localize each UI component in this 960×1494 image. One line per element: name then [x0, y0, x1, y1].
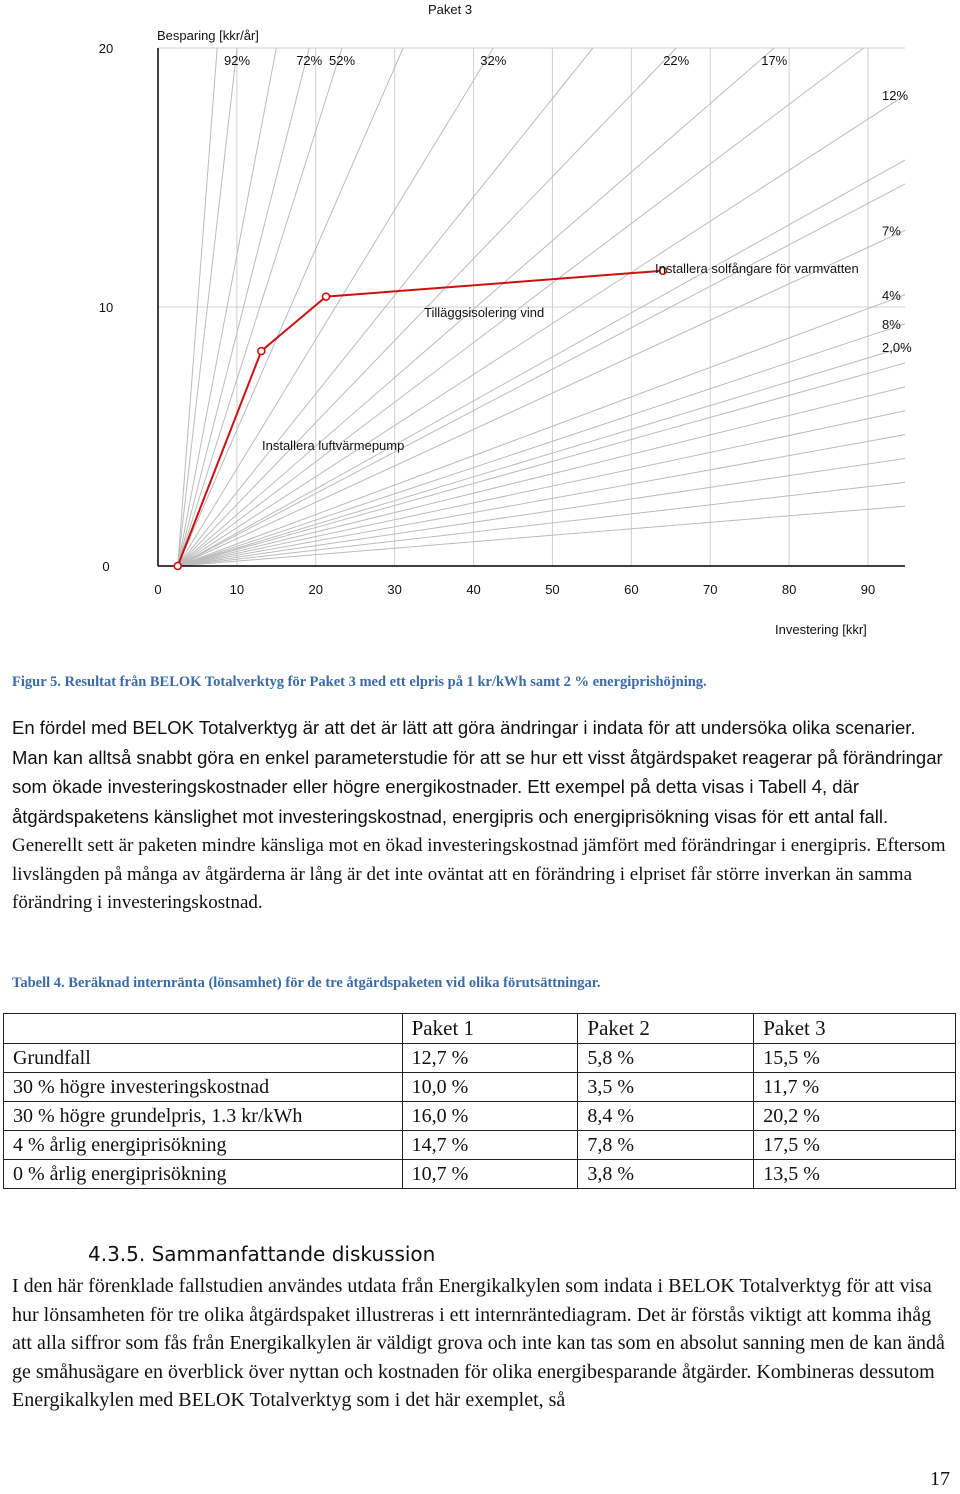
table-header-row: [4, 1014, 956, 1044]
y-tick-label: 0: [102, 559, 110, 574]
table-row: [4, 1102, 956, 1131]
paragraph-scenarios-part2: Man kan alltså snabbt göra en enkel parameterstudie för att se hur ett visst åtgärdspaket reagerar på förändringar som ökade investeringskostnader eller högre energikostnader.: [12, 746, 943, 797]
x-tick-label: 60: [624, 582, 639, 597]
x-tick-label: 80: [781, 582, 797, 597]
point-label-luftvarmepump: Installera luftvärmepump: [262, 438, 405, 453]
paragraph-scenarios-part1: En fördel med BELOK Totalverktyg är att det är lätt att göra ändringar i indata för att undersöka olika scenarier.: [12, 717, 916, 738]
table-cell: 15,5 %: [754, 1044, 956, 1073]
rate-label: 52%: [329, 53, 356, 68]
table-row: [4, 1160, 956, 1189]
rate-line: [178, 435, 905, 566]
rate-label: 92%: [224, 53, 251, 68]
rate-labels: [224, 53, 912, 355]
table-cell: 7,8 %: [578, 1131, 754, 1160]
table-header-cell: Paket 2: [578, 1014, 754, 1044]
table-caption: Tabell 4. Beräknad internränta (lönsamhet) för de tre åtgärdspaketen vid olika förutsättningar.: [12, 975, 601, 991]
x-tick-label: 20: [308, 582, 324, 597]
x-tick-label: 50: [545, 582, 560, 597]
table-cell: 4 % årlig energiprisökning: [4, 1131, 403, 1160]
chart-title: Paket 3: [428, 2, 473, 17]
x-tick-label: 30: [387, 582, 402, 597]
rate-line: [178, 411, 905, 566]
y-tick-label: 20: [98, 41, 114, 56]
table-cell: 12,7 %: [402, 1044, 578, 1073]
x-tick-label: 90: [860, 582, 876, 597]
rate-line: [178, 184, 905, 566]
table-cell: 5,8 %: [578, 1044, 754, 1073]
paragraph-scenarios-part4: Generellt sett är paketen mindre känsliga mot en ökad investeringskostnad jämfört med förändringar i energipris.: [12, 835, 872, 856]
rate-line: [178, 363, 905, 566]
rate-label: 17%: [761, 53, 788, 68]
paragraph-discussion: I den här förenklade fallstudien användes utdata från Energikalkylen som indata i BELOK Totalverktyg för att visa hur lönsamheten för tre olika åtgärdspaket illustreras i ett internräntediagram. Det är förstås viktigt att komma ihåg att alla siffror som fås från Energikalkylen är väldigt grova och inte kan tas som en absolut sanning men de kan ändå ge småhusägare en överblick över nyttan och kostnaden för olika energibesparande åtgärder. Kombineras dessutom Energikalkylen med BELOK Totalverktyg som i det här exemplet, så: [12, 1275, 945, 1411]
figure-caption: Figur 5. Resultat från BELOK Totalverktyg för Paket 3 med ett elpris på 1 kr/kWh samt 2 % energiprishöjning.: [12, 674, 707, 690]
series-point: [323, 293, 330, 300]
rate-line: [178, 387, 905, 566]
table-header-cell: [4, 1014, 403, 1044]
table-cell: 0 % årlig energiprisökning: [4, 1160, 403, 1189]
table-header-cell: Paket 3: [754, 1014, 956, 1044]
table-cell: 3,5 %: [578, 1073, 754, 1102]
paragraph-scenarios-part3: Ett exempel på detta visas i Tabell 4, där åtgärdspaketens känslighet mot investeringskostnad, energipris och energiprisökning visas för ett antal fall.: [12, 776, 889, 827]
rate-line: [178, 459, 905, 566]
paragraph-scenarios-part5: Eftersom livslängden på många av åtgärderna är lång är det inte oväntat att en förändring i elpriset får större inverkan än samma förändring i investeringskostnad.: [12, 835, 946, 913]
point-label-tillaggsisolering: Tilläggsisolering vind: [424, 305, 545, 320]
table-cell: Grundfall: [4, 1044, 403, 1073]
table-cell: 30 % högre investeringskostnad: [4, 1073, 403, 1102]
x-tick-label: 10: [229, 582, 245, 597]
table-row: [4, 1131, 956, 1160]
table-header-cell: Paket 1: [402, 1014, 578, 1044]
rate-label: 8%: [882, 316, 901, 332]
table-cell: 10,0 %: [402, 1073, 578, 1102]
table-cell: 10,7 %: [402, 1160, 578, 1189]
results-table: [3, 1013, 956, 1189]
y-axis-label: Besparing [kkr/år]: [157, 28, 259, 43]
chart: [0, 0, 960, 650]
table-cell: 17,5 %: [754, 1131, 956, 1160]
table-cell: 16,0 %: [402, 1102, 578, 1131]
section-heading: 4.3.5. Sammanfattande diskussion: [88, 1242, 436, 1266]
page-number: 17: [930, 1468, 950, 1490]
table-cell: 14,7 %: [402, 1131, 578, 1160]
rate-label: 12%: [882, 88, 909, 104]
series-point: [258, 348, 265, 355]
table-cell: 8,4 %: [578, 1102, 754, 1131]
table-cell: 20,2 %: [754, 1102, 956, 1131]
y-tick-label: 10: [98, 300, 114, 315]
table-row: [4, 1073, 956, 1102]
table-cell: 13,5 %: [754, 1160, 956, 1189]
rate-label: 7%: [882, 223, 901, 239]
table-cell: 3,8 %: [578, 1160, 754, 1189]
point-label-solfangare: Installera solfångare för varmvatten: [655, 261, 859, 276]
rate-label: 22%: [663, 53, 690, 68]
x-tick-label: 70: [702, 582, 718, 597]
paragraph-scenarios: [12, 714, 952, 918]
x-tick-label: 40: [466, 582, 481, 597]
rate-label: 2,0%: [882, 339, 912, 355]
x-tick-label: 0: [154, 582, 162, 597]
rate-label: 4%: [882, 287, 901, 303]
series-layer: [174, 267, 666, 569]
table-cell: 30 % högre grundelpris, 1.3 kr/kWh: [4, 1102, 403, 1131]
series-point: [174, 563, 181, 570]
table-row: [4, 1044, 956, 1073]
rate-label: 32%: [480, 53, 507, 68]
table-cell: 11,7 %: [754, 1073, 956, 1102]
rate-label: 72%: [296, 53, 323, 68]
x-axis-label: Investering [kkr]: [775, 622, 867, 637]
rate-line: [178, 347, 905, 566]
